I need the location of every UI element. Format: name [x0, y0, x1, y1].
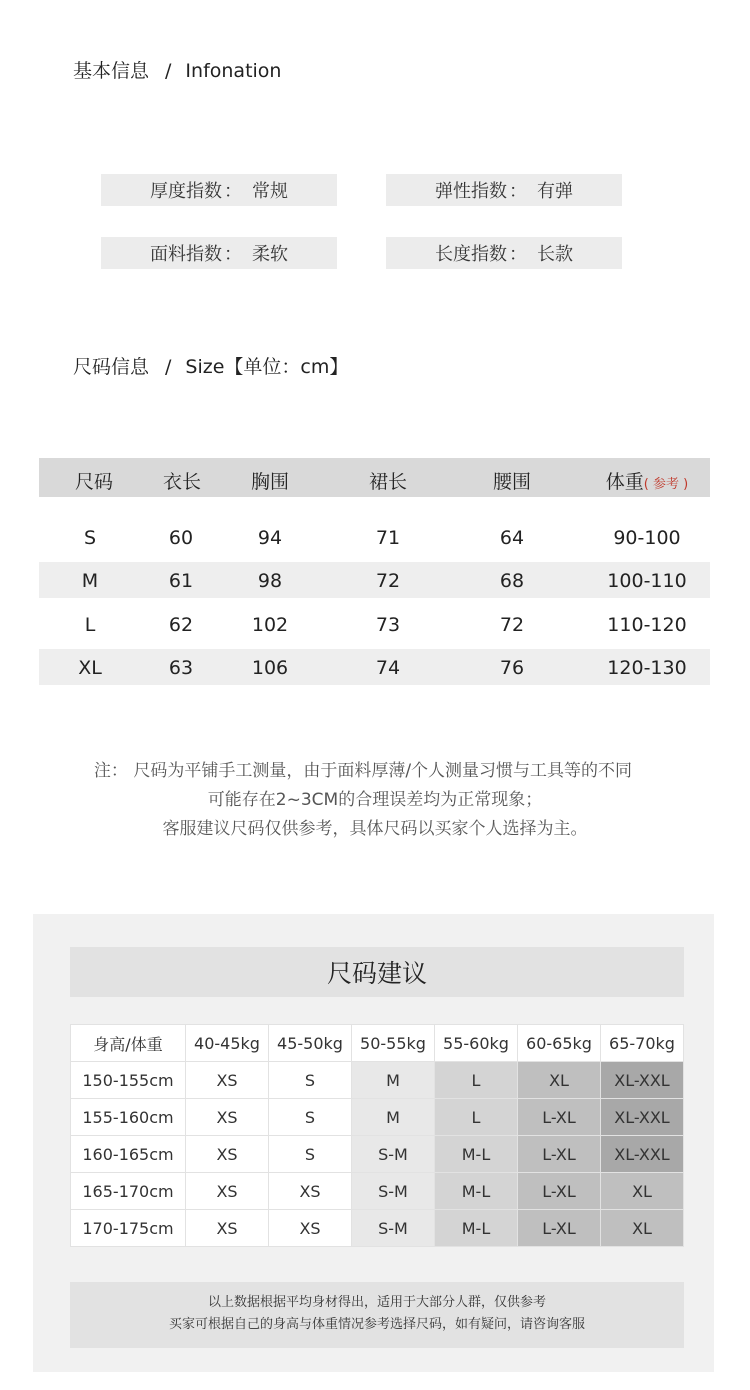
table-cell: XL — [601, 1173, 684, 1210]
size-cell: M — [81, 570, 99, 592]
size-info-heading-en: Size【单位：cm】 — [185, 356, 349, 378]
size-col-header: 腰围 — [492, 471, 532, 493]
size-cell: 94 — [257, 527, 283, 549]
size-recommendation-panel — [33, 914, 714, 1372]
table-cell: XL-XXL — [601, 1099, 684, 1136]
table-cell: S — [269, 1136, 352, 1173]
size-cell: 102 — [251, 614, 289, 636]
size-cell: 98 — [257, 570, 283, 592]
table-cell: XS — [186, 1136, 269, 1173]
heading-separator: / — [165, 60, 172, 82]
size-cell: 61 — [168, 570, 194, 592]
table-cell: XS — [186, 1099, 269, 1136]
attr-colon: ： — [224, 244, 242, 265]
table-cell: L — [435, 1099, 518, 1136]
table-cell: XL — [601, 1210, 684, 1247]
size-recommendation-table — [70, 1024, 684, 1247]
attr-label: 厚度指数 — [150, 181, 222, 202]
size-cell: 71 — [375, 527, 401, 549]
attr-label: 面料指数 — [150, 244, 222, 265]
table-row — [71, 1173, 684, 1210]
table-cell: 150-155cm — [71, 1062, 186, 1099]
size-cell: 72 — [499, 614, 525, 636]
table-cell: L — [435, 1062, 518, 1099]
size-note-line: 注： 尺码为平铺手工测量，由于面料厚薄/个人测量习惯与工具等的不同 — [93, 761, 633, 781]
table-cell: S-M — [352, 1210, 435, 1247]
heading-separator: / — [165, 356, 172, 378]
attr-length — [386, 237, 622, 269]
size-cell: L — [84, 614, 96, 636]
table-cell: XS — [186, 1062, 269, 1099]
attr-value: 有弹 — [537, 181, 573, 202]
table-header-row — [71, 1025, 684, 1062]
size-cell: 74 — [375, 657, 401, 679]
size-note-line: 可能存在2~3CM的合理误差均为正常现象； — [207, 790, 543, 810]
size-cell: 64 — [499, 527, 525, 549]
table-header-cell: 50-55kg — [352, 1025, 435, 1062]
table-cell: M — [352, 1062, 435, 1099]
table-row — [71, 1210, 684, 1247]
table-header-cell: 55-60kg — [435, 1025, 518, 1062]
table-cell: S-M — [352, 1173, 435, 1210]
basic-info-heading — [73, 56, 281, 83]
size-recommendation-title: 尺码建议 — [70, 947, 684, 997]
table-cell: M — [352, 1099, 435, 1136]
table-header-cell: 40-45kg — [186, 1025, 269, 1062]
size-cell: 106 — [251, 657, 289, 679]
size-cell: 110-120 — [607, 614, 687, 636]
table-cell: L-XL — [518, 1210, 601, 1247]
table-cell: L-XL — [518, 1173, 601, 1210]
weight-reference-note: ( 参考 ) — [643, 477, 689, 492]
table-cell: L-XL — [518, 1136, 601, 1173]
attr-fabric — [101, 237, 337, 269]
size-cell: XL — [78, 657, 102, 679]
table-row — [71, 1099, 684, 1136]
table-row — [71, 1062, 684, 1099]
attr-label: 长度指数 — [435, 244, 507, 265]
footnote-line: 买家可根据自己的身高与体重情况参考选择尺码，如有疑问，请咨询客服 — [168, 1317, 585, 1332]
table-cell: XS — [269, 1210, 352, 1247]
attr-value: 常规 — [252, 181, 288, 202]
table-cell: 165-170cm — [71, 1173, 186, 1210]
table-cell: 155-160cm — [71, 1099, 186, 1136]
table-cell: XL-XXL — [601, 1062, 684, 1099]
size-col-header: 衣长 — [162, 471, 202, 493]
size-recommendation-footnote — [70, 1282, 684, 1348]
size-col-header: 裙长 — [368, 471, 408, 493]
attr-value: 长款 — [537, 244, 573, 265]
table-cell: XS — [269, 1173, 352, 1210]
table-cell: L-XL — [518, 1099, 601, 1136]
size-info-heading — [73, 352, 348, 379]
size-cell: 72 — [375, 570, 401, 592]
table-cell: S — [269, 1099, 352, 1136]
table-cell: XL — [518, 1062, 601, 1099]
size-cell: S — [83, 527, 97, 549]
size-cell: 90-100 — [613, 527, 681, 549]
attr-colon: ： — [224, 181, 242, 202]
table-cell: M-L — [435, 1173, 518, 1210]
size-cell: 120-130 — [607, 657, 687, 679]
attr-colon: ： — [509, 244, 527, 265]
size-col-header: 胸围 — [250, 471, 290, 493]
table-cell: 160-165cm — [71, 1136, 186, 1173]
size-cell: 62 — [168, 614, 194, 636]
table-cell: S — [269, 1062, 352, 1099]
attr-value: 柔软 — [252, 244, 288, 265]
size-cell: 100-110 — [607, 570, 687, 592]
table-cell: XS — [186, 1210, 269, 1247]
size-cell: 60 — [168, 527, 194, 549]
attr-thickness — [101, 174, 337, 206]
size-cell: 68 — [499, 570, 525, 592]
size-cell: 76 — [499, 657, 525, 679]
table-header-cell: 60-65kg — [518, 1025, 601, 1062]
basic-info-heading-cn: 基本信息 — [73, 60, 150, 82]
size-col-header-weight — [606, 467, 688, 494]
weight-label: 体重 — [605, 471, 644, 493]
size-cell: 63 — [168, 657, 194, 679]
table-cell: M-L — [435, 1210, 518, 1247]
attr-colon: ： — [509, 181, 527, 202]
table-header-cell: 身高/体重 — [71, 1025, 186, 1062]
footnote-line: 以上数据根据平均身材得出，适用于大部分人群，仅供参考 — [207, 1295, 546, 1310]
table-cell: 170-175cm — [71, 1210, 186, 1247]
table-cell: M-L — [435, 1136, 518, 1173]
size-info-heading-cn: 尺码信息 — [73, 356, 150, 378]
attr-label: 弹性指数 — [435, 181, 507, 202]
table-header-cell: 45-50kg — [269, 1025, 352, 1062]
table-cell: S-M — [352, 1136, 435, 1173]
size-note-line: 客服建议尺码仅供参考，具体尺码以买家个人选择为主。 — [162, 819, 588, 839]
table-cell: XS — [186, 1173, 269, 1210]
table-cell: XL-XXL — [601, 1136, 684, 1173]
size-col-header: 尺码 — [74, 471, 114, 493]
basic-info-heading-en: Infonation — [185, 60, 282, 82]
attr-elasticity — [386, 174, 622, 206]
table-row — [71, 1136, 684, 1173]
size-cell: 73 — [375, 614, 401, 636]
table-header-cell: 65-70kg — [601, 1025, 684, 1062]
